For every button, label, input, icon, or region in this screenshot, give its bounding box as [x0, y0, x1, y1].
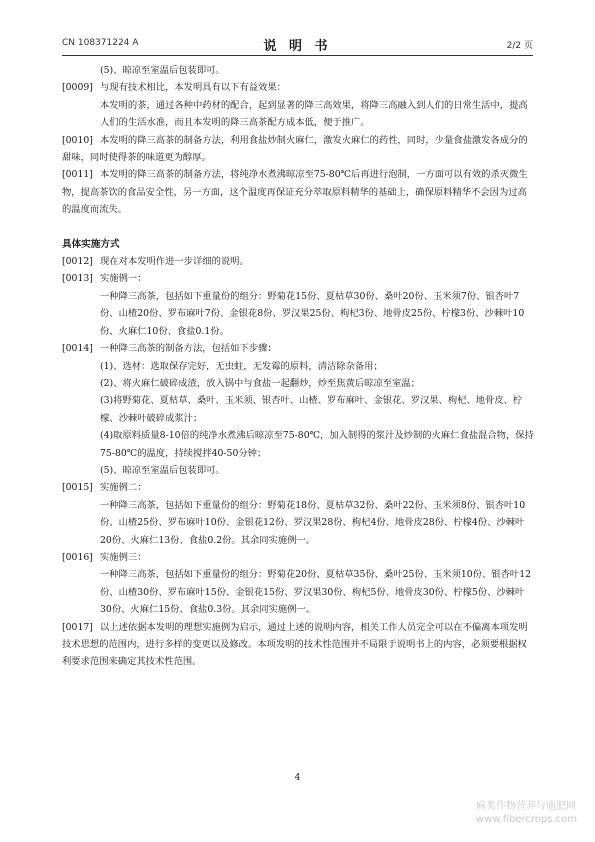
watermark-site-name: 麻类作物营养与施肥网 — [475, 801, 576, 812]
paragraph-text: 本发明的降三高茶的制备方法，将纯净水煮沸晾凉至75-80℃后再进行泡制，一方面可以有效的杀灭微生物，提高茶饮的食品安全性，另一方面，这个温度再保证充分萃取原料精华的基础上，确保原料精华不会因为过高的温度而流失。 — [62, 169, 528, 216]
document-title: 说 明 书 — [263, 39, 332, 54]
section-heading: 具体实施方式 — [62, 238, 120, 250]
paragraph-text: 实施例二： — [100, 482, 147, 494]
step-item: (5)、晾凉至室温后包装即可。 — [100, 464, 225, 476]
paragraph-0014 — [62, 340, 534, 357]
paragraph-text: 与现有技术相比，本发明具有以下有益效果： — [100, 82, 286, 94]
paragraph-text: 本发明的降三高茶的制备方法，利用食盐炒制火麻仁，激发火麻仁的药性，同时，少量食盐激发各成分的甜味，同时使得茶的味道更为醇厚。 — [62, 134, 528, 164]
paragraph-tag: [0012] — [62, 256, 93, 268]
paragraph-0012 — [62, 253, 534, 270]
watermark-url: www.fibercrops.com — [475, 814, 577, 825]
page-number: 4 — [294, 773, 301, 783]
paragraph-tag: [0011] — [62, 169, 93, 181]
step-item: (1)、选材：选取保存完好，无虫蛀，无发霉的原料，清洁除杂备用； — [100, 360, 383, 372]
paragraph-text: 现在对本发明作进一步详细的说明。 — [100, 256, 249, 268]
paragraph-0013 — [62, 270, 534, 287]
paragraph-tag: [0014] — [62, 343, 93, 355]
watermark — [476, 800, 577, 826]
step-item: (3)将野菊花、夏枯草、桑叶、玉米须、银杏叶、山楂、罗布麻叶、金银花、罗汉果、枸杞、地骨皮、柠檬、沙棘叶破碎成浆汁； — [100, 395, 523, 424]
paragraph-0015 — [62, 479, 534, 496]
document-body — [62, 62, 534, 671]
page-header — [62, 36, 533, 52]
paragraph-tag: [0009] — [62, 82, 93, 94]
paragraph-0016 — [62, 549, 534, 566]
paragraph-0009 — [62, 79, 534, 96]
publication-number: CN 108371224 A — [62, 38, 139, 48]
paragraph-tag: [0017] — [62, 621, 93, 633]
step-item: (4)取原料质量8-10倍的纯净水煮沸后晾凉至75-80℃，加入制得的浆汁及炒制的火麻仁食盐混合物，保持75-80℃的温度，持续搅拌40-50分钟； — [100, 430, 534, 459]
paragraph-0017 — [62, 619, 534, 671]
paragraph-text: 实施例三： — [100, 551, 147, 563]
example-1-formula: 一种降三高茶，包括如下重量份的组分：野菊花15份、夏枯草30份、桑叶20份、玉米须7份、银杏叶7份、山楂20份、罗布麻叶7份、金银花8份、罗汉果25份、枸杞3份、地骨皮25份、柠檬3份、沙棘叶10份、火麻仁10份、食盐0.1份。 — [100, 290, 525, 337]
paragraph-0010 — [62, 132, 534, 167]
paragraph-0011 — [62, 166, 534, 218]
header-rule — [62, 55, 533, 56]
paragraph-tag: [0016] — [62, 551, 93, 563]
page-indicator: 2/2 页 — [506, 41, 533, 51]
example-3-formula: 一种降三高茶，包括如下重量份的组分：野菊花20份、夏枯草35份、桑叶25份、玉米须10份、银杏叶12份、山楂30份、罗布麻叶15份、金银花15份、罗汉果30份、枸杞5份、地骨皮30份、柠檬5份、沙棘叶30份、火麻仁15份、食盐0.3份。其余同实施例一。 — [100, 569, 532, 616]
step-5-continued: (5)、晾凉至室温后包装即可。 — [100, 65, 225, 76]
step-item: (2)、将火麻仁破碎成渣，放入锅中与食盐一起翻炒，炒至焦黄后晾凉至室温； — [100, 377, 420, 389]
paragraph-tag: [0013] — [62, 273, 93, 285]
paragraph-text: 实施例一： — [100, 273, 147, 285]
paragraph-tag: [0010] — [62, 134, 93, 146]
paragraph-text: 一种降三高茶的制备方法，包括如下步骤： — [100, 343, 277, 355]
paragraph-tag: [0015] — [62, 482, 93, 494]
paragraph-text: 以上述依据本发明的理想实施例为启示，通过上述的说明内容，相关工作人员完全可以在不偏离本项发明技术思想的范围内，进行多样的变更以及修改。本项发明的技术性范围并不局限于说明书上的内容，必须要根据权利要求范围来确定其技术性范围。 — [62, 621, 528, 668]
example-2-formula: 一种降三高茶，包括如下重量份的组分：野菊花18份、夏枯草32份、桑叶22份、玉米须8份、银杏叶10份、山楂25份、罗布麻叶10份、金银花12份、罗汉果28份、枸杞4份、地骨皮28份、柠檬4份、沙棘叶20份、火麻仁13份、食盐0.2份。其余同实施例一。 — [100, 499, 526, 546]
paragraph-0009-body: 本发明的茶，通过各种中药材的配合，起到显著的降三高效果，将降三高融入到人们的日常生活中，提高人们的生活水准，而且本发明的降三高茶配方成本低，便于推广。 — [100, 99, 528, 129]
